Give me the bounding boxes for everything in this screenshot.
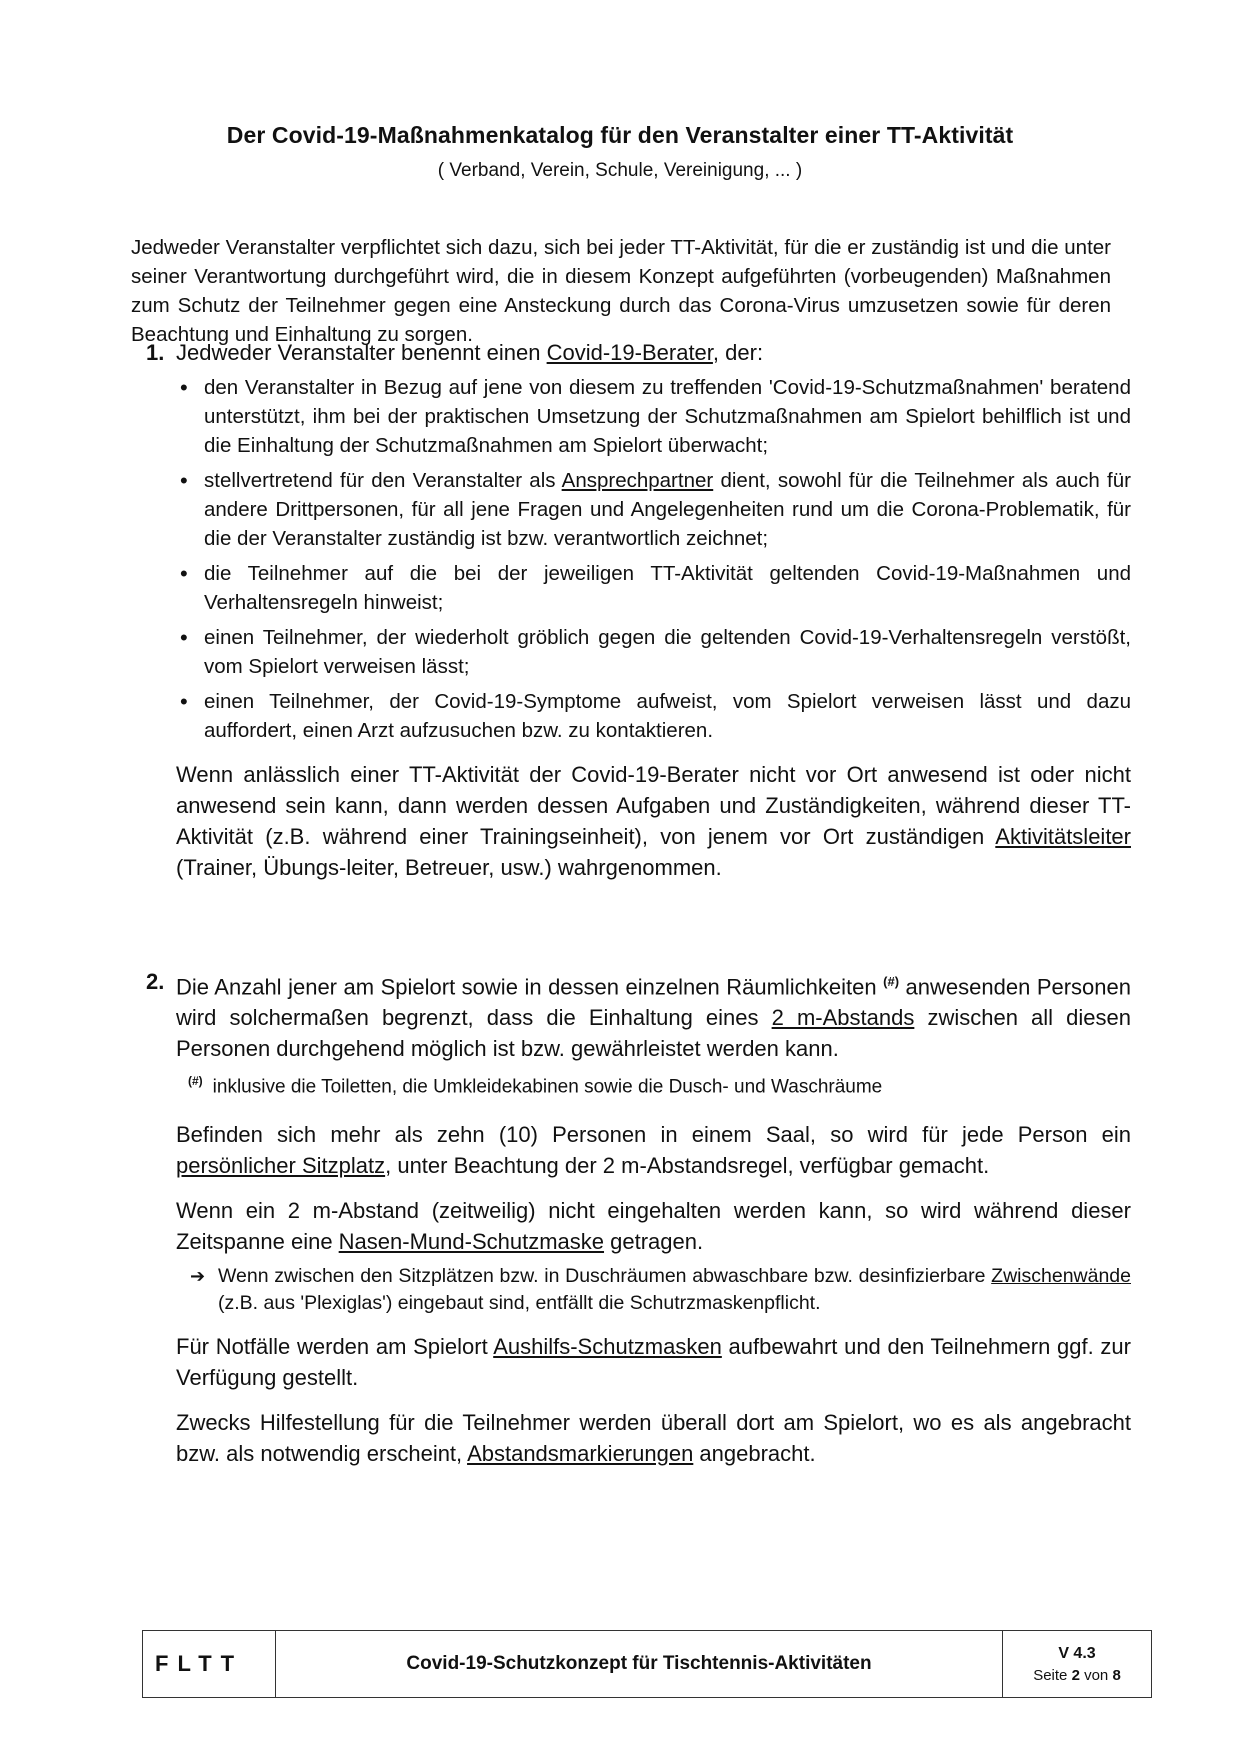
- section-1-heading: 1. Jedweder Veranstalter benennt einen Covid-19-Berater, der:: [146, 340, 764, 365]
- zwischenwaende-term: Zwischenwände: [991, 1264, 1131, 1287]
- section-2-seating: Befinden sich mehr als zehn (10) Personen in einem Saal, so wird für jede Person ein persönlicher Sitzplatz, unter Beachtung der 2 m-Abstandsregel, verfügbar gemacht.: [176, 1121, 1131, 1178]
- list-item: • stellvertretend für den Veranstalter als Ansprechpartner dient, sowohl für die Teilnehmer als auch für andere Drittpersonen, für all jene Fragen und Angelegenheiten rund um die Corona-Problematik, für die der Veranstalter zuständig ist bzw. verantwortlich zeichnet;: [204, 466, 1131, 553]
- intro-paragraph: Jedweder Veranstalter verpflichtet sich dazu, sich bei jeder TT-Aktivität, für die er zuständig ist und die unter seiner Verantwortung durchgeführt wird, die in diesem Konzept aufgeführten (vorbeugenden) Maßnahmen zum Schutz der Teilnehmer gegen eine Ansteckung durch das Corona-Virus umzusetzen sowie für deren Beachtung und Einhaltung zu sorgen.: [131, 236, 1111, 346]
- schutzmaske-term: Nasen-Mund-Schutzmaske: [338, 1228, 605, 1254]
- page-footer: [142, 1630, 1152, 1698]
- section-1-closing: Wenn anlässlich einer TT-Aktivität der Covid-19-Berater nicht vor Ort anwesend ist oder nicht anwesend sein kann, dann werden dessen Aufgaben und Zuständigkeiten, während dieser TT-Aktivität (z.B. während einer Trainingseinheit), von jenem vor Ort zuständigen Aktivitätsleiter (Trainer, Übungs-leiter, Betreuer, usw.) wahrgenommen.: [176, 762, 1131, 880]
- section-2-markings: Zwecks Hilfestellung für die Teilnehmer werden überall dort am Spielort, wo es als angebracht bzw. als notwendig erscheint, Abstandsmarkierungen angebracht.: [176, 1409, 1131, 1466]
- section-number: 1.: [146, 340, 165, 365]
- ansprechpartner-term: Ansprechpartner: [561, 469, 714, 492]
- footer-version-box: [1003, 1631, 1152, 1697]
- list-item: • den Veranstalter in Bezug auf jene von diesem zu treffenden 'Covid-19-Schutzmaßnahmen' beratend unterstützt, ihm bei der praktischen Umsetzung der Schutzmaßnahmen am Spielort behilflich ist und die Einhaltung der Schutzmaßnahmen am Spielort überwacht;: [204, 373, 1131, 460]
- section-2-emergency-masks: Für Notfälle werden am Spielort Aushilfs-Schutzmasken aufbewahrt und den Teilnehmern ggf. zur Verfügung gestellt.: [176, 1333, 1131, 1390]
- abstandsmarkierungen-term: Abstandsmarkierungen: [467, 1440, 694, 1466]
- section-2-intro: 2. Die Anzahl jener am Spielort sowie in dessen einzelnen Räumlichkeiten (#) anwesenden Personen wird solchermaßen begrenzt, dass die Einhaltung eines 2 m-Abstands zwischen all diesen Personen durchgehend möglich ist bzw. gewährleistet werden kann.: [146, 966, 1131, 1064]
- org-logo-text: FLTT: [142, 1631, 276, 1697]
- section-2: [146, 966, 1131, 1469]
- duties-list: [146, 373, 1131, 745]
- section-1: [146, 338, 1131, 883]
- version-label: V 4.3: [1058, 1644, 1096, 1662]
- footnote: (#) inklusive die Toiletten, die Umkleidekabinen sowie die Dusch- und Waschräume: [188, 1074, 883, 1098]
- aktivitaetsleiter-term: Aktivitätsleiter: [995, 824, 1131, 849]
- page-title: Der Covid-19-Maßnahmenkatalog für den Veranstalter einer TT-Aktivität: [226, 122, 1014, 148]
- list-item: • einen Teilnehmer, der wiederholt gröblich gegen die geltenden Covid-19-Verhaltensregeln verstößt, vom Spielort verweisen lässt;: [204, 623, 1131, 681]
- list-item: • einen Teilnehmer, der Covid-19-Symptome aufweist, vom Spielort verweisen lässt und dazu auffordert, einen Arzt aufzusuchen bzw. zu kontaktieren.: [204, 687, 1131, 745]
- covid-berater-term: Covid-19-Berater: [546, 340, 713, 365]
- section-2-mask: Wenn ein 2 m-Abstand (zeitweilig) nicht eingehalten werden kann, so wird während dieser Zeitspanne eine Nasen-Mund-Schutzmaske getragen.: [176, 1197, 1131, 1254]
- footer-doc-title: Covid-19-Schutzkonzept für Tischtennis-Aktivitäten: [276, 1631, 1003, 1697]
- abstand-term: 2 m-Abstands: [771, 1005, 915, 1031]
- list-item: • die Teilnehmer auf die bei der jeweiligen TT-Aktivität geltenden Covid-19-Maßnahmen und Verhaltensregeln hinweist;: [204, 559, 1131, 617]
- aushilfs-schutzmasken-term: Aushilfs-Schutzmasken: [493, 1333, 722, 1359]
- sitzplatz-term: persönlicher Sitzplatz: [176, 1152, 386, 1178]
- section-number: 2.: [146, 969, 165, 994]
- footnote-marker: (#): [883, 974, 900, 989]
- arrow-right-icon: ➔: [190, 1265, 206, 1286]
- page-indicator: Seite 2 von 8: [1033, 1666, 1121, 1684]
- page-subtitle: ( Verband, Verein, Schule, Vereinigung, ... ): [437, 160, 803, 181]
- partition-note: ➔ Wenn zwischen den Sitzplätzen bzw. in Duschräumen abwaschbare bzw. desinfizierbare Zwischenwände (z.B. aus 'Plexiglas') eingebaut sind, entfällt die Schutrzmaskenpflicht.: [190, 1264, 1131, 1314]
